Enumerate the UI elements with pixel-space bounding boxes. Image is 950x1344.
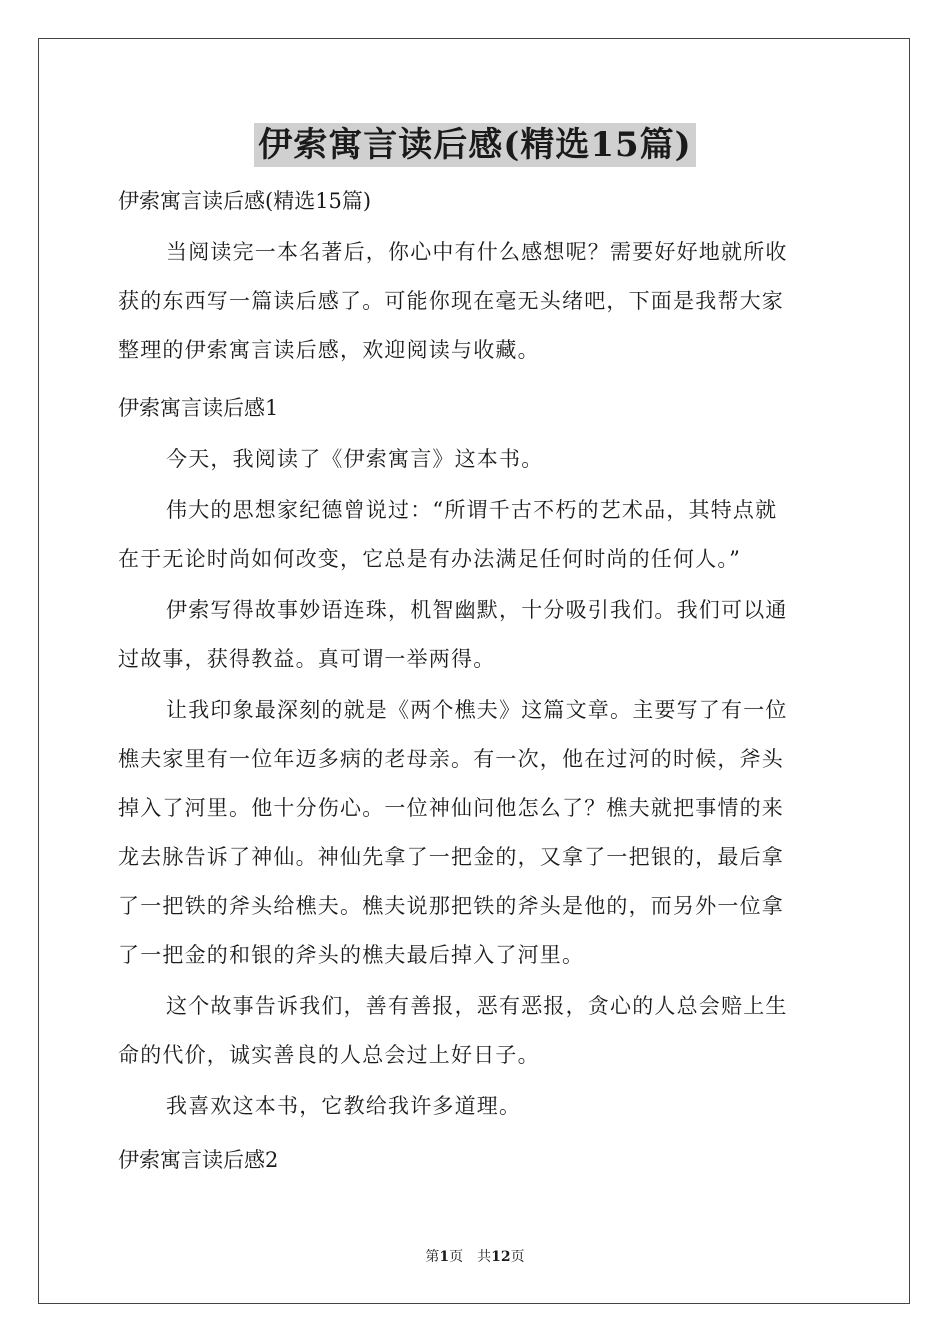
paragraph-line: 掉入了河里。他十分伤心。一位神仙问他怎么了？樵夫就把事情的来 <box>118 796 784 820</box>
paragraph-line: 这个故事告诉我们，善有善报，恶有恶报，贪心的人总会赔上生 <box>166 994 788 1018</box>
document-body <box>118 178 838 1183</box>
intro-line: 当阅读完一本名著后，你心中有什么感想呢？需要好好地就所收 <box>166 240 788 264</box>
paragraph-line: 我喜欢这本书，它教给我许多道理。 <box>166 1094 522 1118</box>
document-title-wrap <box>0 120 950 170</box>
intro-paragraph <box>118 228 838 375</box>
paragraph-line: 伟大的思想家纪德曾说过：“所谓千古不朽的艺术品，其特点就 <box>166 498 778 522</box>
section-heading: 伊索寓言读后感2 <box>118 1148 279 1172</box>
page-current: 1 <box>439 1249 450 1265</box>
paragraph-line: 在于无论时尚如何改变，它总是有办法满足任何时尚的任何人。” <box>118 547 742 571</box>
paragraph-line: 樵夫家里有一位年迈多病的老母亲。有一次，他在过河的时候，斧头 <box>118 747 784 771</box>
paragraph <box>118 435 838 484</box>
paragraph-line: 让我印象最深刻的就是《两个樵夫》这篇文章。主要写了有一位 <box>166 698 788 722</box>
paragraph-line: 了一把铁的斧头给樵夫。樵夫说那把铁的斧头是他的，而另外一位拿 <box>118 894 784 918</box>
page-suffix: 页 <box>510 1249 525 1265</box>
paragraph <box>118 486 838 584</box>
paragraph <box>118 1082 838 1131</box>
page-prefix: 第 <box>425 1249 440 1265</box>
paragraph <box>118 586 838 684</box>
page-mid: 页 共 <box>449 1249 492 1265</box>
section-heading: 伊索寓言读后感1 <box>118 396 279 420</box>
paragraph <box>118 982 838 1080</box>
paragraph-line: 今天，我阅读了《伊索寓言》这本书。 <box>166 447 544 471</box>
paragraph-line: 过故事，获得教益。真可谓一举两得。 <box>118 647 496 671</box>
page-total: 12 <box>491 1249 511 1265</box>
paragraph <box>118 686 838 980</box>
document-subtitle: 伊索寓言读后感(精选15篇) <box>118 189 372 213</box>
document-title: 伊索寓言读后感(精选15篇) <box>254 123 696 167</box>
paragraph-line: 伊索写得故事妙语连珠，机智幽默，十分吸引我们。我们可以通 <box>166 598 788 622</box>
intro-line: 获的东西写一篇读后感了。可能你现在毫无头绪吧，下面是我帮大家 <box>118 289 784 313</box>
paragraph-line: 了一把金的和银的斧头的樵夫最后掉入了河里。 <box>118 943 585 967</box>
page-footer <box>0 1246 950 1266</box>
paragraph-line: 龙去脉告诉了神仙。神仙先拿了一把金的，又拿了一把银的，最后拿 <box>118 845 784 869</box>
paragraph-line: 命的代价，诚实善良的人总会过上好日子。 <box>118 1043 540 1067</box>
intro-line: 整理的伊索寓言读后感，欢迎阅读与收藏。 <box>118 338 540 362</box>
